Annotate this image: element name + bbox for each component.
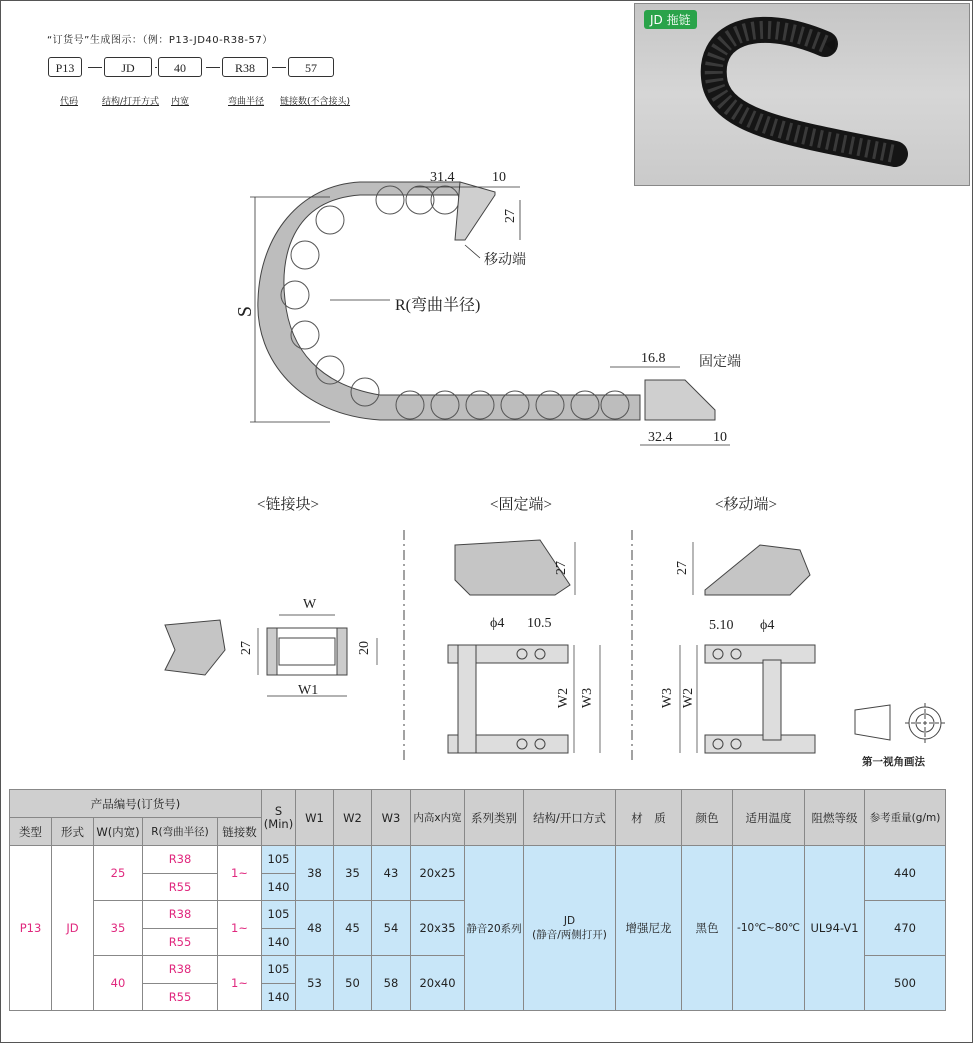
- cell-struct: [524, 846, 616, 1011]
- code-box-width: 40: [158, 57, 202, 77]
- header-group: 产品编号(订货号): [10, 790, 262, 818]
- cell-form: JD: [52, 846, 94, 1011]
- code-box-struct: JD: [104, 57, 152, 77]
- section-title-moving: <移动端>: [715, 497, 777, 513]
- header-w2: W2: [334, 790, 372, 846]
- section-title-link: <链接块>: [257, 497, 319, 513]
- cell-s: 140: [262, 983, 296, 1011]
- cell-links: 1~: [218, 956, 262, 1011]
- dim-27-link: 27: [239, 641, 254, 655]
- cell-flame: UL94-V1: [805, 846, 865, 1011]
- cell-r: R55: [143, 928, 218, 956]
- chain-side-drawing: [0, 0, 973, 460]
- header-inner: 内高x内宽: [411, 790, 465, 846]
- dim-31-4: 31.4: [430, 170, 455, 185]
- header-w: W(内宽): [94, 818, 143, 846]
- header-type: 类型: [10, 818, 52, 846]
- dim-20-link: 20: [357, 641, 372, 655]
- header-s: S (Min): [262, 790, 296, 846]
- dim-10-top: 10: [492, 170, 506, 185]
- cell-weight: 440: [865, 846, 946, 901]
- cell-w1: 53: [296, 956, 334, 1011]
- label-moving-end: 移动端: [484, 253, 526, 268]
- code-label-links: 链接数(不含接头): [280, 97, 351, 107]
- cell-inner: 20x35: [411, 901, 465, 956]
- cell-w: 35: [94, 901, 143, 956]
- dim-5-10: 5.10: [709, 618, 734, 633]
- dim-w3-moving: W3: [660, 687, 676, 709]
- code-label-struct: 结构/打开方式: [102, 97, 160, 107]
- code-label-type: 代码: [60, 97, 79, 107]
- header-temp: 适用温度: [733, 790, 805, 846]
- dim-w3-fixed: W3: [580, 687, 596, 709]
- dim-27-top: 27: [503, 209, 518, 223]
- cell-r: R55: [143, 983, 218, 1011]
- dim-phi4-moving: ϕ4: [760, 618, 775, 633]
- cell-struct-a: JD: [563, 914, 576, 927]
- header-color: 颜色: [682, 790, 733, 846]
- dim-27-moving: 27: [675, 561, 690, 575]
- cell-type: P13: [10, 846, 52, 1011]
- cell-s: 140: [262, 873, 296, 901]
- cell-temp: -10℃~80℃: [733, 846, 805, 1011]
- cell-w2: 35: [334, 846, 372, 901]
- header-material: 材 质: [616, 790, 682, 846]
- cell-weight: 500: [865, 956, 946, 1011]
- dim-32-4: 32.4: [648, 430, 673, 445]
- table-row: [10, 846, 946, 874]
- cell-w1: 48: [296, 901, 334, 956]
- section-title-fixed: <固定端>: [490, 497, 552, 513]
- cell-w: 25: [94, 846, 143, 901]
- header-links: 链接数: [218, 818, 262, 846]
- dim-s: S: [234, 305, 257, 318]
- dim-phi4-fixed: ϕ4: [490, 616, 505, 631]
- order-code-title: “订货号”生成图示：（例：P13-JD40-R38-57）: [47, 35, 273, 46]
- cell-r: R55: [143, 873, 218, 901]
- cell-weight: 470: [865, 901, 946, 956]
- header-weight: 参考重量(g/m): [865, 790, 946, 846]
- dim-w: W: [303, 597, 317, 612]
- cell-s: 105: [262, 956, 296, 984]
- cell-w2: 50: [334, 956, 372, 1011]
- cell-r: R38: [143, 956, 218, 984]
- cell-r: R38: [143, 846, 218, 874]
- dim-w2-fixed: W2: [556, 687, 572, 709]
- header-w1: W1: [296, 790, 334, 846]
- code-label-width: 内宽: [171, 97, 190, 107]
- cell-w3: 54: [372, 901, 411, 956]
- dim-w1: W1: [298, 683, 319, 698]
- cell-w1: 38: [296, 846, 334, 901]
- cell-inner: 20x40: [411, 956, 465, 1011]
- code-box-radius: R38: [222, 57, 268, 77]
- dim-16-8: 16.8: [641, 351, 666, 366]
- cell-r: R38: [143, 901, 218, 929]
- dim-10-5: 10.5: [527, 616, 552, 631]
- cell-s: 105: [262, 846, 296, 874]
- code-box-type: P13: [48, 57, 82, 77]
- header-struct: 结构/开口方式: [524, 790, 616, 846]
- cell-material: 增强尼龙: [616, 846, 682, 1011]
- label-bend-radius: R(弯曲半径): [395, 297, 481, 314]
- projection-label: 第一视角画法: [862, 756, 925, 768]
- header-w3: W3: [372, 790, 411, 846]
- header-flame: 阻燃等级: [805, 790, 865, 846]
- cell-w: 40: [94, 956, 143, 1011]
- cell-s: 105: [262, 901, 296, 929]
- code-label-radius: 弯曲半径: [228, 97, 265, 107]
- cell-color: 黑色: [682, 846, 733, 1011]
- cell-links: 1~: [218, 846, 262, 901]
- cell-series: 静音20系列: [465, 846, 524, 1011]
- cell-inner: 20x25: [411, 846, 465, 901]
- cell-struct-b: (静音/两侧打开): [532, 928, 607, 941]
- label-fixed-end: 固定端: [699, 355, 741, 370]
- header-form: 形式: [52, 818, 94, 846]
- detail-drawings: [0, 520, 973, 820]
- code-box-links: 57: [288, 57, 334, 77]
- cell-w3: 58: [372, 956, 411, 1011]
- header-r: R(弯曲半径): [143, 818, 218, 846]
- cell-links: 1~: [218, 901, 262, 956]
- dim-27-fixed: 27: [554, 561, 569, 575]
- header-series: 系列类别: [465, 790, 524, 846]
- cell-s: 140: [262, 928, 296, 956]
- photo-tag: JD 拖链: [644, 10, 697, 29]
- spec-table: [9, 789, 946, 1011]
- dim-10-bottom: 10: [713, 430, 727, 445]
- cell-w2: 45: [334, 901, 372, 956]
- dim-w2-moving: W2: [681, 687, 697, 709]
- cell-w3: 43: [372, 846, 411, 901]
